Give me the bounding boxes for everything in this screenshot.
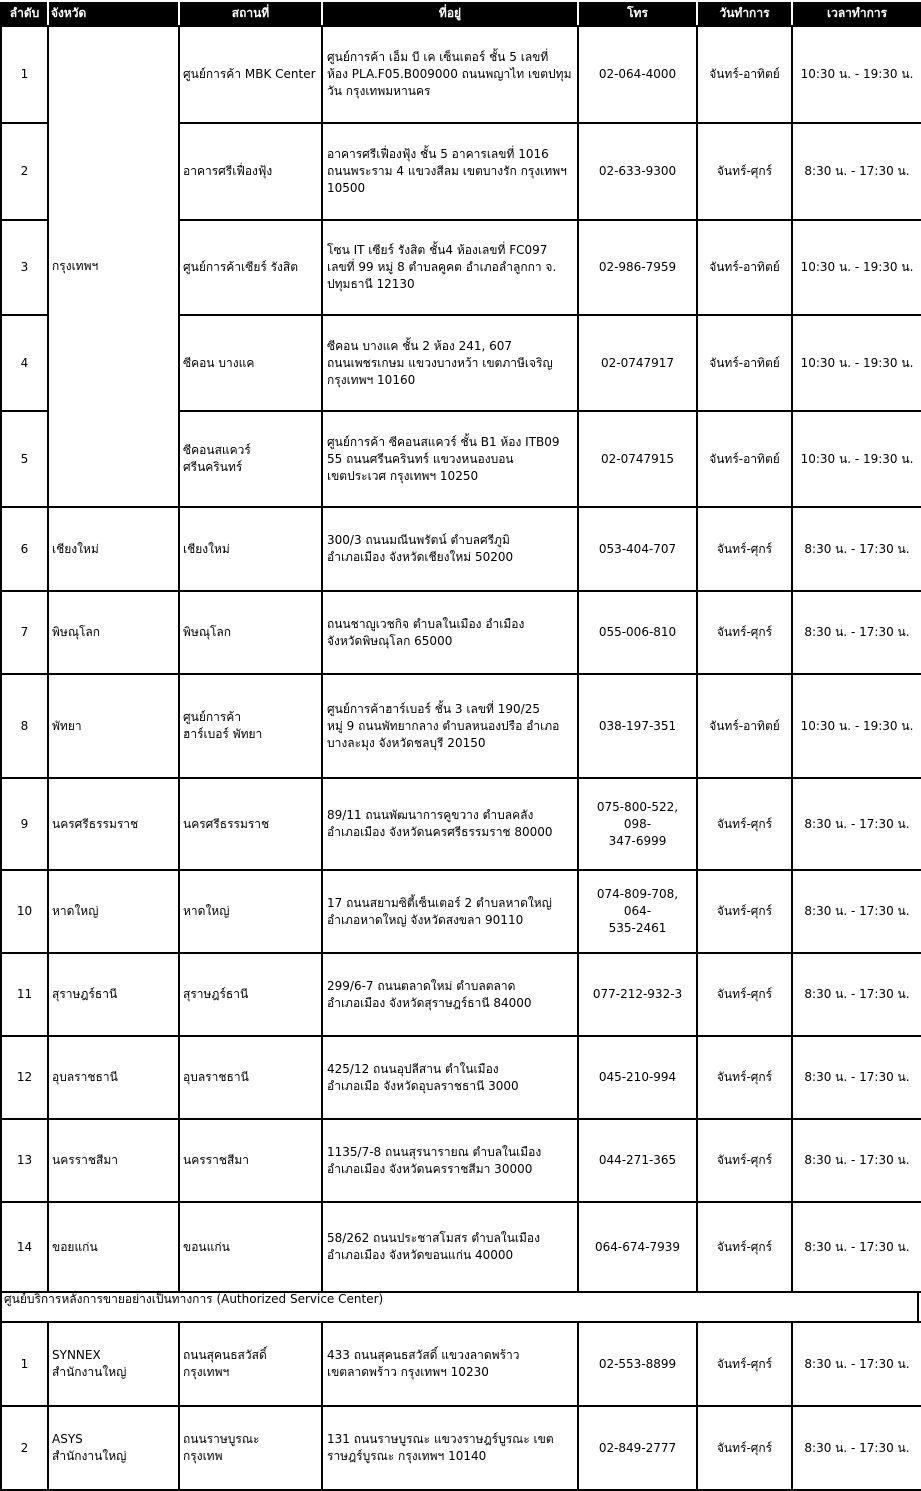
cell-line: สำนักงานใหญ่: [52, 1365, 127, 1379]
row-number: 5: [1, 411, 48, 507]
cell-line: 535-2461: [608, 921, 667, 935]
row-number: 12: [1, 1036, 48, 1119]
address-cell: [322, 1036, 578, 1119]
days-cell: จันทร์-อาทิตย์: [697, 411, 792, 507]
province-cell: ขอยแก่น: [48, 1202, 179, 1292]
cell-line: 02-064-4000: [598, 67, 677, 81]
cell-line: อำเภอเมือ จังหวัดอุบลราชธานี 3000: [327, 1078, 519, 1093]
cell-line: 17 ถนนสยามซิตี้เซ็นเตอร์ 2 ตำบลหาดใหญ่: [327, 895, 552, 910]
header-row: [1, 1, 921, 26]
cell-line: 58/262 ถนนประชาสโมสร ตำบลในเมือง: [327, 1231, 540, 1245]
hours-cell: 8:30 น. - 17:30 น.: [792, 507, 921, 591]
days-cell: จันทร์-ศุกร์: [697, 778, 792, 870]
phone-cell: [578, 953, 697, 1036]
hours-cell: 10:30 น. - 19:30 น.: [792, 220, 921, 315]
phone-cell: [578, 220, 697, 315]
header-no: ลำดับ: [1, 1, 48, 26]
days-cell: จันทร์-อาทิตย์: [697, 315, 792, 411]
place-cell: [179, 1119, 322, 1202]
cell-line: 044-271-365: [598, 1153, 677, 1167]
cell-line: ซีคอนสแควร์: [183, 443, 251, 457]
row-number: 7: [1, 591, 48, 674]
address-cell: [322, 26, 578, 123]
address-cell: [322, 123, 578, 220]
place-cell: [179, 1036, 322, 1119]
cell-line: กรุงเทพฯ: [183, 1365, 230, 1379]
authorized-service-heading: [0, 1291, 919, 1321]
place-cell: [179, 220, 322, 315]
cell-line: 433 ถนนสุคนธสวัสดิ์ แขวงลาดพร้าว: [327, 1348, 520, 1362]
hours-cell: 10:30 น. - 19:30 น.: [792, 315, 921, 411]
days-cell: จันทร์-อาทิตย์: [697, 220, 792, 315]
cell-line: อุบลราชธานี: [183, 1070, 249, 1084]
days-cell: จันทร์-ศุกร์: [697, 1202, 792, 1292]
phone-cell: [578, 778, 697, 870]
address-cell: [322, 315, 578, 411]
phone-cell: [578, 674, 697, 778]
cell-line: 131 ถนนราษบูรณะ แขวงราษฎร์บูรณะ เขต: [327, 1432, 554, 1446]
header-address: ที่อยู่: [322, 1, 578, 26]
header-phone: โทร: [578, 1, 697, 26]
table-row: [1, 1202, 921, 1292]
table-body: [1, 26, 921, 1292]
cell-line: บางละมุง จังหวัดชลบุรี 20150: [327, 735, 486, 750]
address-cell: [322, 953, 578, 1036]
cell-line: 425/12 ถนนอุปลีสาน ตำในเมือง: [327, 1061, 499, 1076]
phone-cell: [578, 1036, 697, 1119]
table-row: [1, 26, 921, 123]
row-number: 6: [1, 507, 48, 591]
cell-line: อำเภอเมือง จังหวัดขอนแก่น 40000: [327, 1248, 514, 1262]
cell-line: เชียงใหม่: [183, 541, 230, 556]
hours-cell: 10:30 น. - 19:30 น.: [792, 26, 921, 123]
hours-cell: 8:30 น. - 17:30 น.: [792, 1202, 921, 1292]
cell-line: 300/3 ถนนมณีนพรัตน์ ตำบลศรีภูมิ: [327, 533, 510, 547]
days-cell: จันทร์-ศุกร์: [697, 1322, 792, 1406]
cell-line: 299/6-7 ถนนตลาดใหม่ ตำบลตลาด: [327, 978, 516, 993]
hours-cell: 8:30 น. - 17:30 น.: [792, 123, 921, 220]
address-cell: [322, 674, 578, 778]
phone-cell: [578, 870, 697, 953]
cell-line: ศูนย์การค้าฮาร์เบอร์ ชั้น 3 เลขที่ 190/25: [327, 701, 540, 716]
cell-line: ศูนย์การค้า MBK Center: [183, 67, 316, 81]
cell-line: 02-553-8899: [598, 1356, 677, 1371]
place-cell: [179, 953, 322, 1036]
cell-line: ศรีนครินทร์: [183, 460, 243, 474]
province-cell: นครราชสีมา: [48, 1119, 179, 1202]
cell-line: อำเภอหาดใหญ่ จังหวัดสงขลา 90110: [327, 912, 524, 927]
cell-line: ถนนสุคนธสวัสดิ์: [183, 1348, 267, 1362]
days-cell: จันทร์-ศุกร์: [697, 123, 792, 220]
days-cell: จันทร์-อาทิตย์: [697, 26, 792, 123]
cell-line: 55 ถนนศรีนครินทร์ แขวงหนองบอน: [327, 451, 514, 466]
table-row: [1, 1036, 921, 1119]
authorized-service-body: [1, 1322, 921, 1490]
table-row: [1, 1406, 921, 1490]
cell-line: หมู่ 9 ถนนพัทยากลาง ตำบลหนองปรือ อำเภอ: [327, 718, 560, 733]
province-cell: เชียงใหม่: [48, 507, 179, 591]
cell-line: วัน กรุงเทพมหานคร: [327, 84, 431, 98]
header-place: สถานที่: [179, 1, 322, 26]
cell-line: อาคารศรีเฟื่องฟุ้ง: [183, 164, 273, 178]
days-cell: จันทร์-ศุกร์: [697, 1036, 792, 1119]
row-number: 3: [1, 220, 48, 315]
cell-line: 02-0747917: [600, 355, 675, 370]
days-cell: จันทร์-อาทิตย์: [697, 674, 792, 778]
place-cell: [179, 778, 322, 870]
cell-line: 053-404-707: [598, 541, 677, 556]
province-cell: สุราษฎร์ธานี: [48, 953, 179, 1036]
address-cell: [322, 1406, 578, 1490]
table-row: [1, 507, 921, 591]
cell-line: 02-633-9300: [598, 164, 677, 178]
cell-line: ศูนย์การค้า เอ็ม บี เค เซ็นเตอร์ ชั้น 5 เลขที่: [327, 50, 549, 64]
phone-cell: [578, 591, 697, 674]
header-province: จังหวัด: [48, 1, 179, 26]
place-cell: [179, 674, 322, 778]
cell-line: ฮาร์เบอร์ พัทยา: [183, 727, 263, 741]
row-number: 14: [1, 1202, 48, 1292]
address-cell: [322, 1322, 578, 1406]
province-cell: หาดใหญ่: [48, 870, 179, 953]
phone-cell: [578, 1406, 697, 1490]
hours-cell: 8:30 น. - 17:30 น.: [792, 1119, 921, 1202]
cell-line: ถนนชาญูเวชกิจ ตำบลในเมือง อำเมือง: [327, 616, 525, 631]
cell-line: ห้อง PLA.F05.B009000 ถนนพญาไท เขตปทุม: [327, 67, 572, 81]
province-cell: กรุงเทพฯ: [48, 26, 179, 507]
cell-line: SYNNEX: [52, 1348, 101, 1362]
table-row: [1, 778, 921, 870]
cell-line: เขตลาดพร้าว กรุงเทพฯ 10230: [327, 1365, 489, 1379]
phone-cell: [578, 411, 697, 507]
days-cell: จันทร์-ศุกร์: [697, 870, 792, 953]
cell-line: ถนนพระราม 4 แขวงสีลม เขตบางรัก กรุงเทพฯ: [327, 164, 567, 178]
authorized-service-heading-text: ศูนย์บริการหลังการขายอย่างเป็นทางการ (Authorized Service Center): [4, 1292, 384, 1306]
cell-line: อำเภอเมือง จังหวัดเชียงใหม่ 50200: [327, 550, 514, 564]
authorized-service-table: [0, 1321, 921, 1491]
address-cell: [322, 507, 578, 591]
cell-line: อำเภอเมือง จังหวัดนครศรีธรรมราช 80000: [327, 825, 553, 839]
days-cell: จันทร์-ศุกร์: [697, 507, 792, 591]
cell-line: 045-210-994: [598, 1070, 677, 1084]
cell-line: ปทุมธานี 12130: [327, 277, 415, 291]
cell-line: 1135/7-8 ถนนสุรนารายณ ตำบลในเมือง: [327, 1144, 542, 1159]
phone-cell: [578, 123, 697, 220]
cell-line: จังหวัดพิษณุโลก 65000: [327, 633, 453, 648]
table-row: [1, 674, 921, 778]
row-number: 4: [1, 315, 48, 411]
province-cell: นครศรีธรรมราช: [48, 778, 179, 870]
hours-cell: 8:30 น. - 17:30 น.: [792, 1322, 921, 1406]
cell-line: ซีคอน บางแค: [183, 355, 255, 370]
table-row: [1, 953, 921, 1036]
province-cell: [48, 1322, 179, 1406]
cell-line: ASYS: [52, 1432, 83, 1446]
cell-line: โซน IT เซียร์ รังสิต ชั้น4 ห้องเลขที่ FC097: [327, 243, 548, 257]
hours-cell: 8:30 น. - 17:30 น.: [792, 1036, 921, 1119]
row-number: 13: [1, 1119, 48, 1202]
address-cell: [322, 1202, 578, 1292]
cell-line: อำเภอเมือง จังหวัดสุราษฎร์ธานี 84000: [327, 995, 532, 1010]
cell-line: สำนักงานใหญ่: [52, 1449, 127, 1463]
cell-line: พิษณุโลก: [183, 625, 232, 639]
cell-line: ซีคอน บางแค ชั้น 2 ห้อง 241, 607: [327, 338, 513, 353]
phone-cell: [578, 1202, 697, 1292]
address-cell: [322, 411, 578, 507]
phone-cell: [578, 507, 697, 591]
hours-cell: 8:30 น. - 17:30 น.: [792, 870, 921, 953]
cell-line: ศูนย์การค้า ซีคอนสแควร์ ชั้น B1 ห้อง ITB09: [327, 434, 560, 449]
cell-line: 89/11 ถนนพัฒนาการคูขวาง ตำบลคลัง: [327, 808, 534, 822]
phone-cell: [578, 1322, 697, 1406]
table-row: [1, 1119, 921, 1202]
address-cell: [322, 870, 578, 953]
cell-line: ราษฎร์บูรณะ กรุงเทพฯ 10140: [327, 1449, 487, 1463]
phone-cell: [578, 315, 697, 411]
phone-cell: [578, 26, 697, 123]
address-cell: [322, 1119, 578, 1202]
table-row: [1, 1322, 921, 1406]
table-row: [1, 870, 921, 953]
cell-line: 074-809-708, 064-: [596, 887, 679, 918]
place-cell: [179, 507, 322, 591]
header-hours: เวลาทำการ: [792, 1, 921, 26]
province-cell: อุบลราชธานี: [48, 1036, 179, 1119]
row-number: 1: [1, 1322, 48, 1406]
cell-line: หาดใหญ่: [183, 904, 230, 918]
cell-line: 075-800-522, 098-: [596, 799, 679, 831]
province-cell: พัทยา: [48, 674, 179, 778]
cell-line: 10500: [327, 181, 366, 195]
cell-line: 02-986-7959: [598, 260, 677, 274]
days-cell: จันทร์-ศุกร์: [697, 591, 792, 674]
cell-line: 077-212-932-3: [592, 987, 683, 1001]
hours-cell: 10:30 น. - 19:30 น.: [792, 411, 921, 507]
row-number: 2: [1, 123, 48, 220]
address-cell: [322, 778, 578, 870]
place-cell: [179, 870, 322, 953]
place-cell: [179, 26, 322, 123]
days-cell: จันทร์-ศุกร์: [697, 953, 792, 1036]
row-number: 10: [1, 870, 48, 953]
cell-line: สุราษฎร์ธานี: [183, 987, 249, 1001]
cell-line: 02-0747915: [600, 451, 675, 466]
cell-line: นครศรีธรรมราช: [183, 816, 270, 831]
row-number: 9: [1, 778, 48, 870]
place-cell: [179, 1322, 322, 1406]
cell-line: 064-674-7939: [594, 1239, 680, 1254]
hours-cell: 8:30 น. - 17:30 น.: [792, 778, 921, 870]
hours-cell: 10:30 น. - 19:30 น.: [792, 674, 921, 778]
row-number: 2: [1, 1406, 48, 1490]
cell-line: นครราชสีมา: [183, 1153, 249, 1167]
province-cell: [48, 1406, 179, 1490]
cell-line: 347-6999: [608, 833, 667, 848]
cell-line: ศูนย์การค้า: [183, 710, 242, 724]
hours-cell: 8:30 น. - 17:30 น.: [792, 591, 921, 674]
cell-line: ขอนแก่น: [183, 1239, 230, 1254]
place-cell: [179, 1202, 322, 1292]
phone-cell: [578, 1119, 697, 1202]
place-cell: [179, 411, 322, 507]
cell-line: 055-006-810: [598, 625, 677, 639]
cell-line: เลขที่ 99 หมู่ 8 ตำบลคูคต อำเภอลำลูกกา จ.: [327, 260, 557, 274]
place-cell: [179, 315, 322, 411]
hours-cell: 8:30 น. - 17:30 น.: [792, 953, 921, 1036]
cell-line: ถนนเพชรเกษม แขวงบางหว้า เขตภาษีเจริญ: [327, 355, 553, 370]
hours-cell: 8:30 น. - 17:30 น.: [792, 1406, 921, 1490]
cell-line: กรุงเทพ: [183, 1449, 223, 1463]
days-cell: จันทร์-ศุกร์: [697, 1119, 792, 1202]
place-cell: [179, 591, 322, 674]
days-cell: จันทร์-ศุกร์: [697, 1406, 792, 1490]
table-row: [1, 591, 921, 674]
header-days: วันทำการ: [697, 1, 792, 26]
row-number: 11: [1, 953, 48, 1036]
cell-line: เขตประเวศ กรุงเทพฯ 10250: [327, 468, 479, 483]
cell-line: อำเภอเมือง จังหวัดนครราชสีมา 30000: [327, 1161, 533, 1176]
place-cell: [179, 123, 322, 220]
province-cell: พิษณุโลก: [48, 591, 179, 674]
cell-line: 038-197-351: [598, 718, 677, 733]
cell-line: ศูนย์การค้าเซียร์ รังสิต: [183, 260, 299, 274]
cell-line: ถนนราษบูรณะ: [183, 1432, 260, 1446]
row-number: 1: [1, 26, 48, 123]
address-cell: [322, 591, 578, 674]
row-number: 8: [1, 674, 48, 778]
cell-line: อาคารศรีเฟื่องฟุ้ง ชั้น 5 อาคารเลขที่ 1016: [327, 147, 549, 161]
place-cell: [179, 1406, 322, 1490]
cell-line: 02-849-2777: [598, 1440, 677, 1455]
address-cell: [322, 220, 578, 315]
cell-line: กรุงเทพฯ 10160: [327, 372, 416, 387]
